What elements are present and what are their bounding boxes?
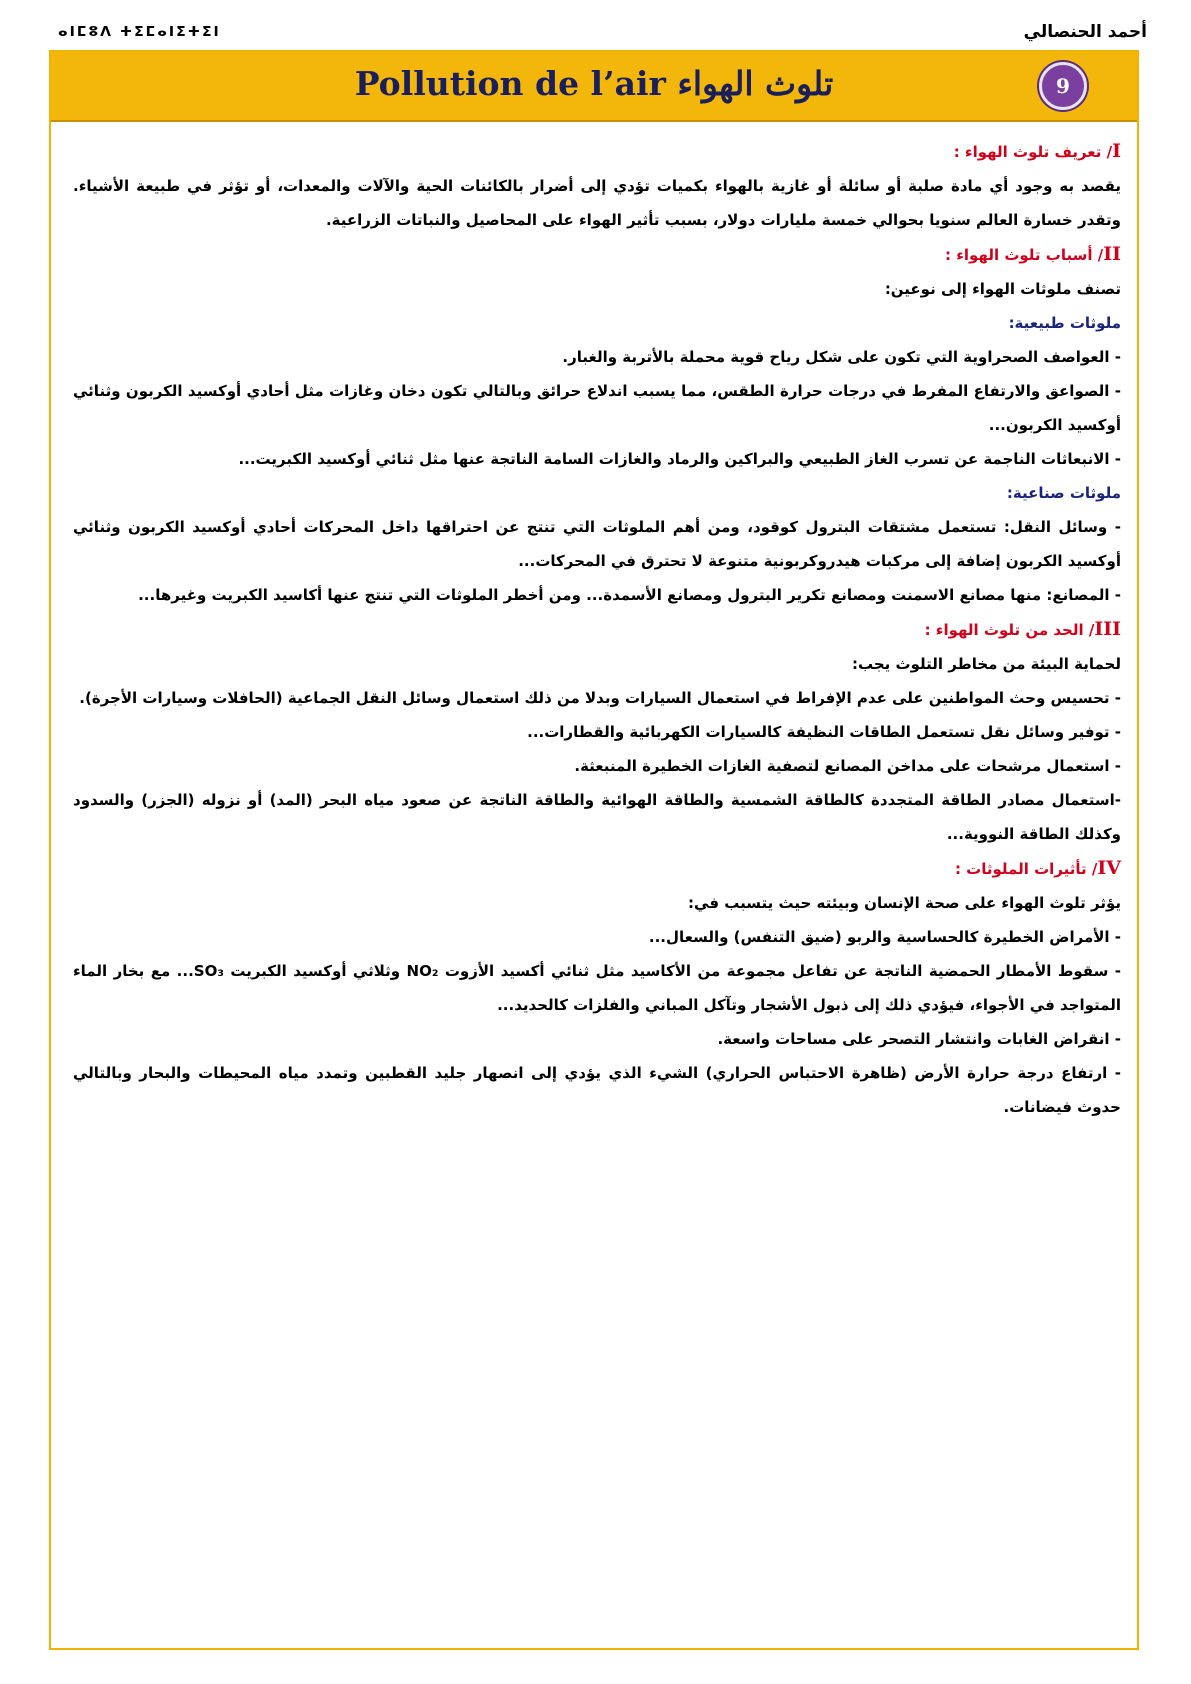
page-frame: [49, 50, 1139, 1650]
title-banner: [51, 52, 1137, 122]
list-item: - الانبعاثات الناجمة عن تسرب الغاز الطبيعي والبراكين والرماد والغازات السامة الناتجة عنها مثل ثنائي أوكسيد الكبريت...: [238, 450, 1121, 468]
list-item: - الصواعق والارتفاع المفرط في درجات حرارة الطقس، مما يسبب اندلاع حرائق وبالتالي تكون دخان وغازات مثل أحادي أوكسيد الكربون وثنائي أوكسيد الكربون...: [73, 382, 1121, 434]
list-item: - توفير وسائل نقل تستعمل الطاقات النظيفة كالسيارات الكهربائية والقطارات...: [527, 723, 1121, 741]
list-item: - تحسيس وحث المواطنين على عدم الإفراط في استعمال السيارات وبدلا من ذلك استعمال وسائل النقل الجماعية (الحافلات وسيارات الأجرة).: [79, 689, 1121, 707]
limiting-intro: لحماية البيئة من مخاطر التلوث يجب:: [851, 655, 1121, 673]
list-item: - استعمال مرشحات على مداخن المصانع لتصفية الغازات الخطيرة المنبعثة.: [574, 757, 1121, 775]
definition-paragraph: يقصد به وجود أي مادة صلبة أو سائلة أو غازية بالهواء بكميات تؤدي إلى أضرار بالكائنات الحية والآلات والمعدات، أو تؤثر في طبيعة الأشياء. وتقدر خسارة العالم سنويا بحوالي خمسة مليارات دولار، بسبب تأثير الهواء على المحاصيل والنباتات الزراعية.: [73, 177, 1121, 229]
lesson-number-badge: 9: [1039, 62, 1087, 110]
industrial-pollutants-title: ملوثات صناعية:: [1006, 484, 1121, 502]
section-title-effects: IV/ تأثيرات الملوثات :: [954, 857, 1121, 879]
natural-pollutants-title: ملوثات طبيعية:: [1008, 314, 1121, 332]
page-title: Pollution de l’air تلوث الهواء: [354, 64, 834, 103]
document-body: [73, 134, 1121, 1124]
list-item: - وسائل النقل: تستعمل مشتقات البترول كوقود، ومن أهم الملوثات التي تنتج عن احتراقها داخل المحركات أحادي أوكسيد الكربون وثنائي أوكسيد الكربون إضافة إلى مركبات هيدروكربونية متنوعة لا تحترق في المحركات...: [73, 518, 1121, 570]
list-item: - سقوط الأمطار الحمضية الناتجة عن تفاعل مجموعة من الأكاسيد مثل ثنائي أكسيد الأزوت NO₂ وثلاثي أوكسيد الكبريت SO₃... مع بخار الماء المتواجد في الأجواء، فيؤدي ذلك إلى ذبول الأشجار وتآكل المباني والفلزات كالحديد...: [73, 962, 1122, 1014]
list-item: - انقراض الغابات وانتشار التصحر على مساحات واسعة.: [717, 1030, 1121, 1048]
effects-intro: يؤثر تلوث الهواء على صحة الإنسان وبيئته حيث يتسبب في:: [688, 894, 1121, 912]
list-item: - ارتفاع درجة حرارة الأرض (ظاهرة الاحتباس الحراري) الشيء الذي يؤدي إلى انصهار جليد القطبين وتمدد مياه المحيطات والبحار وبالتالي حدوث فيضانات.: [73, 1064, 1121, 1116]
section-title-limiting: III/ الحد من تلوث الهواء :: [924, 618, 1121, 640]
list-item: - الأمراض الخطيرة كالحساسية والربو (ضيق التنفس) والسعال...: [648, 928, 1121, 946]
section-title-causes: II/ أسباب تلوث الهواء :: [945, 243, 1121, 265]
list-item: - المصانع: منها مصانع الاسمنت ومصانع تكرير البترول ومصانع الأسمدة... ومن أخطر الملوثات التي تنتج عنها أكاسيد الكبريت وغيرها...: [138, 586, 1121, 604]
tifinagh-header: ⴰⵏⵎⵓⴷ ⵜⵉⵎⴰⵏⵉⵜⵉⵏ: [58, 24, 221, 40]
causes-intro: تصنف ملوثات الهواء إلى نوعين:: [884, 280, 1121, 298]
section-title-definition: I/ تعريف تلوث الهواء :: [953, 140, 1121, 162]
author-name: أحمد الحنصالي: [1023, 22, 1147, 42]
list-item: - العواصف الصحراوية التي تكون على شكل رياح قوية محملة بالأتربة والغبار.: [562, 348, 1121, 366]
list-item: -استعمال مصادر الطاقة المتجددة كالطاقة الشمسية والطاقة الهوائية والطاقة الناتجة عن صعود مياه البحر (المد) أو نزوله (الجزر) والسدود وكذلك الطاقة النووية...: [73, 791, 1121, 843]
